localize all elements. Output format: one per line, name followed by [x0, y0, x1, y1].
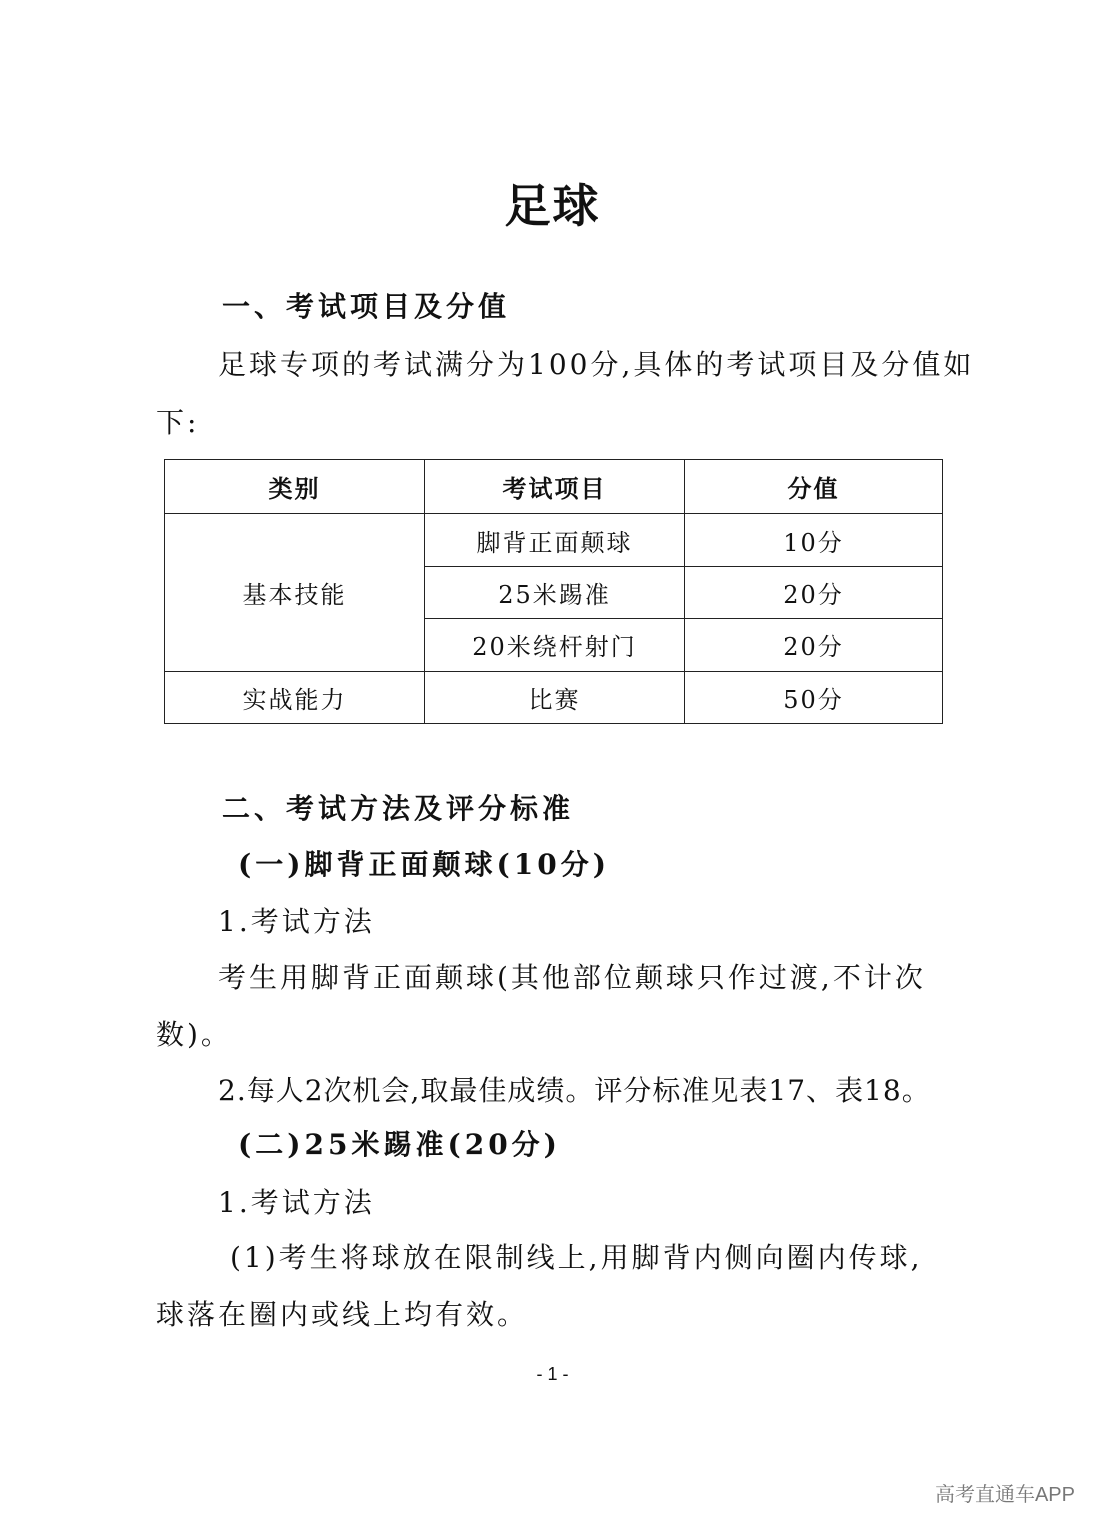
score-table — [164, 459, 943, 724]
subsection1-method-label: 1.考试方法 — [218, 905, 375, 938]
score-cell: 20分 — [685, 566, 943, 618]
header-score: 分值 — [685, 460, 943, 514]
category-cell: 基本技能 — [165, 514, 425, 671]
subsection2-method-label: 1.考试方法 — [218, 1186, 375, 1219]
table-row — [165, 514, 943, 566]
subsection2-point1-line2: 球落在圈内或线上均有效。 — [156, 1298, 529, 1331]
subsection2-point1-line1: (1)考生将球放在限制线上,用脚背内侧向圈内传球, — [230, 1241, 923, 1274]
section1-paragraph-line2: 下: — [156, 406, 200, 439]
table-row — [165, 671, 943, 723]
item-cell: 20米绕杆射门 — [425, 619, 685, 671]
score-cell: 20分 — [685, 619, 943, 671]
page-title: 足球 — [504, 179, 601, 233]
section1-heading: 一、考试项目及分值 — [222, 290, 511, 323]
score-cell: 10分 — [685, 514, 943, 566]
subsection1-point2: 2.每人2次机会,取最佳成绩。评分标准见表17、表18。 — [218, 1074, 931, 1107]
section2-heading: 二、考试方法及评分标准 — [222, 792, 575, 825]
table-header-row — [165, 460, 943, 514]
subsection1-method-line1: 考生用脚背正面颠球(其他部位颠球只作过渡,不计次 — [218, 961, 926, 994]
page-number: - 1 - — [536, 1364, 569, 1384]
subsection1-method-line2: 数)。 — [156, 1018, 232, 1051]
item-cell: 脚背正面颠球 — [425, 514, 685, 566]
category-cell: 实战能力 — [165, 671, 425, 723]
item-cell: 25米踢准 — [425, 566, 685, 618]
subsection2-heading: (二)25米踢准(20分) — [238, 1128, 561, 1161]
score-cell: 50分 — [685, 671, 943, 723]
item-cell: 比赛 — [425, 671, 685, 723]
subsection1-heading: (一)脚背正面颠球(10分) — [238, 848, 610, 881]
watermark: 高考直通车APP — [934, 1484, 1075, 1506]
header-item: 考试项目 — [425, 460, 685, 514]
header-category: 类别 — [165, 460, 425, 514]
section1-paragraph-line1: 足球专项的考试满分为100分,具体的考试项目及分值如 — [218, 348, 975, 381]
